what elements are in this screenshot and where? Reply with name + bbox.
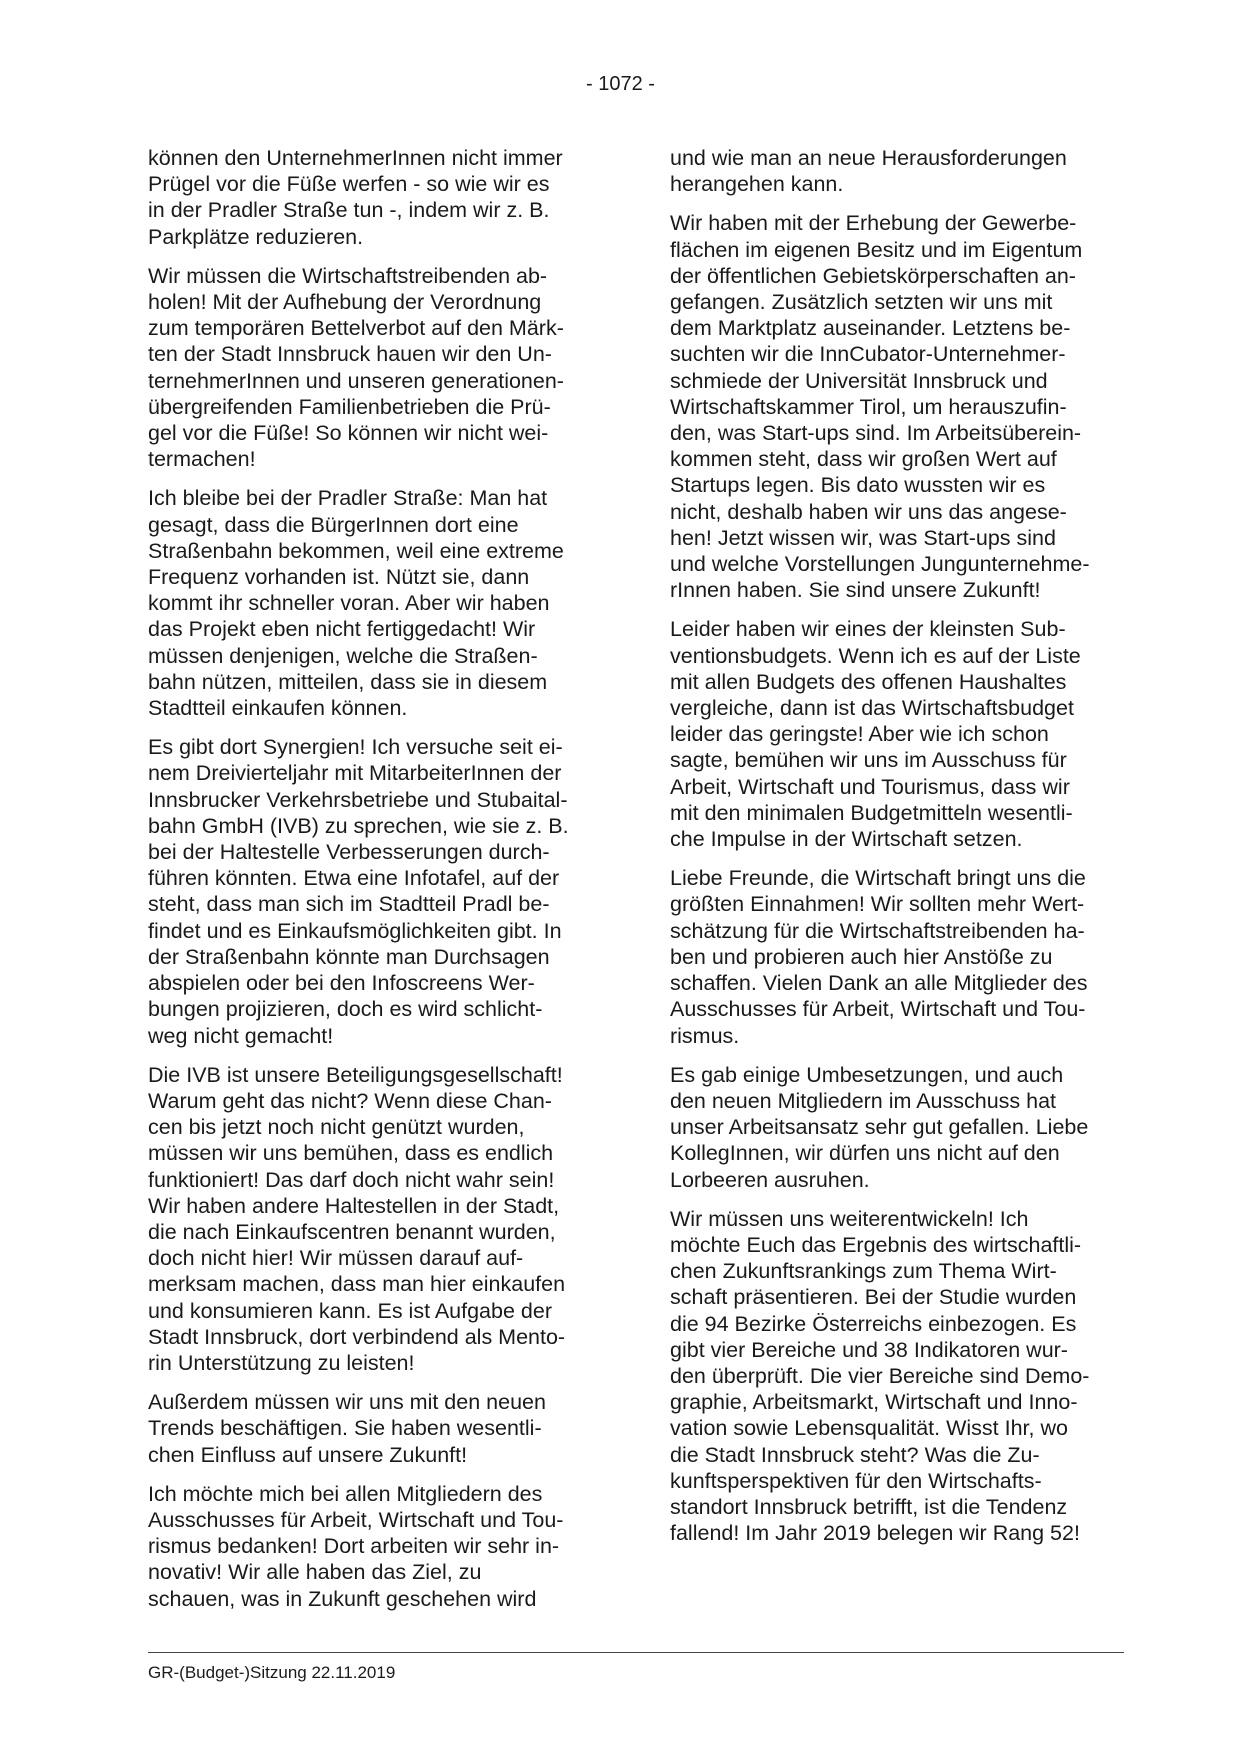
text-line: schauen, was in Zukunft geschehen wird: [148, 1586, 537, 1611]
text-line: hen! Jetzt wissen wir, was Start-ups sind: [670, 525, 1056, 550]
text-line: Parkplätze reduzieren.: [148, 224, 364, 249]
text-line: Frequenz vorhanden ist. Nützt sie, dann: [148, 565, 530, 590]
text-line: das Projekt eben nicht fertiggedacht! Wir: [148, 617, 536, 642]
paragraph: [148, 485, 598, 721]
text-line: sagte, bemühen wir uns im Ausschuss für: [670, 748, 1067, 773]
text-line: die 94 Bezirke Österreichs einbezogen. Es: [670, 1311, 1077, 1336]
text-line: Ich bleibe bei der Pradler Straße: Man hat: [148, 486, 548, 511]
text-line: der öffentlichen Gebietskörperschaften an-: [670, 263, 1076, 288]
text-line: möchte Euch das Ergebnis des wirtschaftli-: [670, 1232, 1082, 1257]
paragraph: [670, 1062, 1120, 1193]
text-line: rin Unterstützung zu leisten!: [148, 1350, 415, 1375]
text-line: Wirtschaftskammer Tirol, um herauszufin-: [670, 394, 1067, 419]
text-column-right: [670, 145, 1120, 1559]
text-line: bahn nützen, mitteilen, dass sie in diesem: [148, 669, 548, 694]
text-line: kommen steht, dass wir großen Wert auf: [670, 447, 1057, 472]
text-line: bei der Haltestelle Verbesserungen durch-: [148, 840, 550, 865]
paragraph: [148, 734, 598, 1048]
text-line: die nach Einkaufscentren benannt wurden,: [148, 1219, 556, 1244]
text-line: die Stadt Innsbruck steht? Was die Zu-: [670, 1442, 1040, 1467]
text-line: dem Marktplatz auseinander. Letztens be-: [670, 316, 1071, 341]
text-line: den überprüft. Die vier Bereiche sind Demo-: [670, 1363, 1090, 1388]
text-line: und wie man an neue Herausforderungen: [670, 146, 1067, 170]
text-line: fallend! Im Jahr 2019 belegen wir Rang 52!: [670, 1521, 1080, 1546]
text-line: standort Innsbruck betrifft, ist die Tendenz: [670, 1494, 1068, 1519]
text-line: Liebe Freunde, die Wirtschaft bringt uns die: [670, 866, 1086, 891]
text-line: novativ! Wir alle haben das Ziel, zu: [148, 1560, 482, 1585]
footer-divider: [148, 1652, 1124, 1653]
text-line: ben und probieren auch hier Anstöße zu: [670, 944, 1053, 969]
text-line: Straßenbahn bekommen, weil eine extreme: [148, 538, 564, 563]
text-line: Trends beschäftigen. Sie haben wesentli-: [148, 1416, 542, 1441]
paragraph: [670, 616, 1120, 852]
text-line: schmiede der Universität Innsbruck und: [670, 368, 1048, 393]
text-line: rInnen haben. Sie sind unsere Zukunft!: [670, 578, 1041, 603]
paragraph: [148, 1389, 598, 1468]
text-line: findet und es Einkaufsmöglichkeiten gibt. In: [148, 918, 562, 943]
text-line: gesagt, dass die BürgerInnen dort eine: [148, 512, 519, 537]
text-line: Wir haben mit der Erhebung der Gewerbe-: [670, 211, 1077, 236]
text-line: können den UnternehmerInnen nicht immer: [148, 146, 563, 170]
paragraph: [670, 865, 1120, 1048]
paragraph: [670, 210, 1120, 603]
text-line: graphie, Arbeitsmarkt, Wirtschaft und Inno-: [670, 1390, 1078, 1415]
text-line: den, was Start-ups sind. Im Arbeitsüberein-: [670, 421, 1082, 446]
text-line: müssen wir uns bemühen, dass es endlich: [148, 1141, 554, 1166]
paragraph: [148, 1481, 598, 1612]
text-line: doch nicht hier! Wir müssen darauf auf-: [148, 1246, 524, 1271]
text-column-left: [148, 145, 598, 1625]
text-line: Es gab einige Umbesetzungen, und auch: [670, 1062, 1064, 1087]
text-line: bahn GmbH (IVB) zu sprechen, wie sie z. B.: [148, 813, 569, 838]
text-line: den neuen Mitgliedern im Ausschuss hat: [670, 1088, 1057, 1113]
paragraph: [670, 1206, 1120, 1547]
text-line: führen könnten. Etwa eine Infotafel, auf der: [148, 866, 560, 891]
text-line: und konsumieren kann. Es ist Aufgabe der: [148, 1298, 552, 1323]
text-line: merksam machen, dass man hier einkaufen: [148, 1272, 566, 1297]
text-line: rismus.: [670, 1023, 740, 1048]
text-line: müssen denjenigen, welche die Straßen-: [148, 643, 538, 668]
text-line: ten der Stadt Innsbruck hauen wir den Un-: [148, 342, 552, 367]
text-line: Prügel vor die Füße werfen - so wie wir es: [148, 172, 550, 197]
text-line: rismus bedanken! Dort arbeiten wir sehr in-: [148, 1534, 560, 1559]
text-line: der Straßenbahn könnte man Durchsagen: [148, 944, 550, 969]
text-line: Wir müssen uns weiterentwickeln! Ich: [670, 1206, 1029, 1231]
text-line: Die IVB ist unsere Beteiligungsgesellschaft!: [148, 1062, 563, 1087]
text-line: Innsbrucker Verkehrsbetriebe und Stubaital-: [148, 787, 568, 812]
text-line: in der Pradler Straße tun -, indem wir z. B.: [148, 198, 550, 223]
text-line: mit den minimalen Budgetmitteln wesentli-: [670, 800, 1073, 825]
text-line: holen! Mit der Aufhebung der Verordnung: [148, 290, 542, 315]
text-line: Stadtteil einkaufen können.: [148, 696, 408, 721]
text-line: Ausschusses für Arbeit, Wirtschaft und Tou-: [148, 1507, 564, 1532]
text-line: kommt ihr schneller voran. Aber wir haben: [148, 591, 550, 616]
text-line: suchten wir die InnCubator-Unternehmer-: [670, 342, 1066, 367]
text-line: schaft präsentieren. Bei der Studie wurden: [670, 1285, 1077, 1310]
text-line: steht, dass man sich im Stadtteil Pradl be-: [148, 892, 550, 917]
text-line: mit allen Budgets des offenen Haushaltes: [670, 669, 1067, 694]
text-line: gel vor die Füße! So können wir nicht wei-: [148, 421, 549, 446]
text-line: Arbeit, Wirtschaft und Tourismus, dass wir: [670, 774, 1070, 799]
text-line: übergreifenden Familienbetrieben die Prü-: [148, 394, 551, 419]
text-line: größten Einnahmen! Wir sollten mehr Wert-: [670, 892, 1085, 917]
text-line: zum temporären Bettelverbot auf den Märk-: [148, 316, 564, 341]
text-line: und welche Vorstellungen Jungunternehme-: [670, 552, 1090, 577]
footer-session-label: GR-(Budget-)Sitzung 22.11.2019: [148, 1663, 396, 1682]
text-line: bungen projizieren, doch es wird schlicht-: [148, 997, 543, 1022]
paragraph: [148, 263, 598, 473]
text-line: Lorbeeren ausruhen.: [670, 1167, 870, 1192]
text-line: nicht, deshalb haben wir uns das angese-: [670, 499, 1067, 524]
text-line: che Impulse in der Wirtschaft setzen.: [670, 827, 1023, 852]
text-line: Wir haben andere Haltestellen in der Stadt,: [148, 1193, 560, 1218]
text-line: Wir müssen die Wirtschaftstreibenden ab-: [148, 263, 548, 288]
paragraph: [670, 145, 1120, 197]
text-line: vergleiche, dann ist das Wirtschaftsbudget: [670, 696, 1074, 721]
text-line: Stadt Innsbruck, dort verbindend als Mento-: [148, 1324, 566, 1349]
text-line: abspielen oder bei den Infoscreens Wer-: [148, 971, 535, 996]
text-line: vation sowie Lebensqualität. Wisst Ihr, wo: [670, 1416, 1068, 1441]
text-line: leider das geringste! Aber wie ich schon: [670, 722, 1049, 747]
text-line: Warum geht das nicht? Wenn diese Chan-: [148, 1088, 552, 1113]
text-line: kunftsperspektiven für den Wirtschafts-: [670, 1468, 1042, 1493]
text-line: ternehmerInnen und unseren generationen-: [148, 368, 564, 393]
text-line: Außerdem müssen wir uns mit den neuen: [148, 1390, 546, 1415]
text-line: weg nicht gemacht!: [148, 1023, 334, 1048]
text-line: unser Arbeitsansatz sehr gut gefallen. Liebe: [670, 1115, 1089, 1140]
text-line: chen Einfluss auf unsere Zukunft!: [148, 1442, 468, 1467]
page-number: - 1072 -: [586, 73, 655, 95]
text-line: cen bis jetzt noch nicht genützt wurden,: [148, 1115, 525, 1140]
text-line: Startups legen. Bis dato wussten wir es: [670, 473, 1046, 498]
text-line: schätzung für die Wirtschaftstreibenden ha-: [670, 918, 1085, 943]
paragraph: [148, 1062, 598, 1376]
text-line: funktioniert! Das darf doch nicht wahr sein!: [148, 1167, 555, 1192]
text-line: Ausschusses für Arbeit, Wirtschaft und Tou-: [670, 997, 1086, 1022]
text-line: chen Zukunftsrankings zum Thema Wirt-: [670, 1259, 1057, 1284]
text-line: termachen!: [148, 447, 256, 472]
text-line: Ich möchte mich bei allen Mitgliedern des: [148, 1481, 543, 1506]
text-line: KollegInnen, wir dürfen uns nicht auf den: [670, 1141, 1060, 1166]
text-line: flächen im eigenen Besitz und im Eigentum: [670, 237, 1083, 262]
paragraph: [148, 145, 598, 250]
text-line: nem Dreivierteljahr mit MitarbeiterInnen der: [148, 761, 562, 786]
text-line: Leider haben wir eines der kleinsten Sub-: [670, 617, 1066, 642]
text-line: herangehen kann.: [670, 172, 844, 197]
text-line: schaffen. Vielen Dank an alle Mitglieder des: [670, 971, 1088, 996]
text-line: Es gibt dort Synergien! Ich versuche seit ei-: [148, 735, 563, 760]
text-line: gibt vier Bereiche und 38 Indikatoren wur-: [670, 1337, 1068, 1362]
text-line: ventionsbudgets. Wenn ich es auf der Liste: [670, 643, 1081, 668]
text-line: gefangen. Zusätzlich setzten wir uns mit: [670, 290, 1053, 315]
